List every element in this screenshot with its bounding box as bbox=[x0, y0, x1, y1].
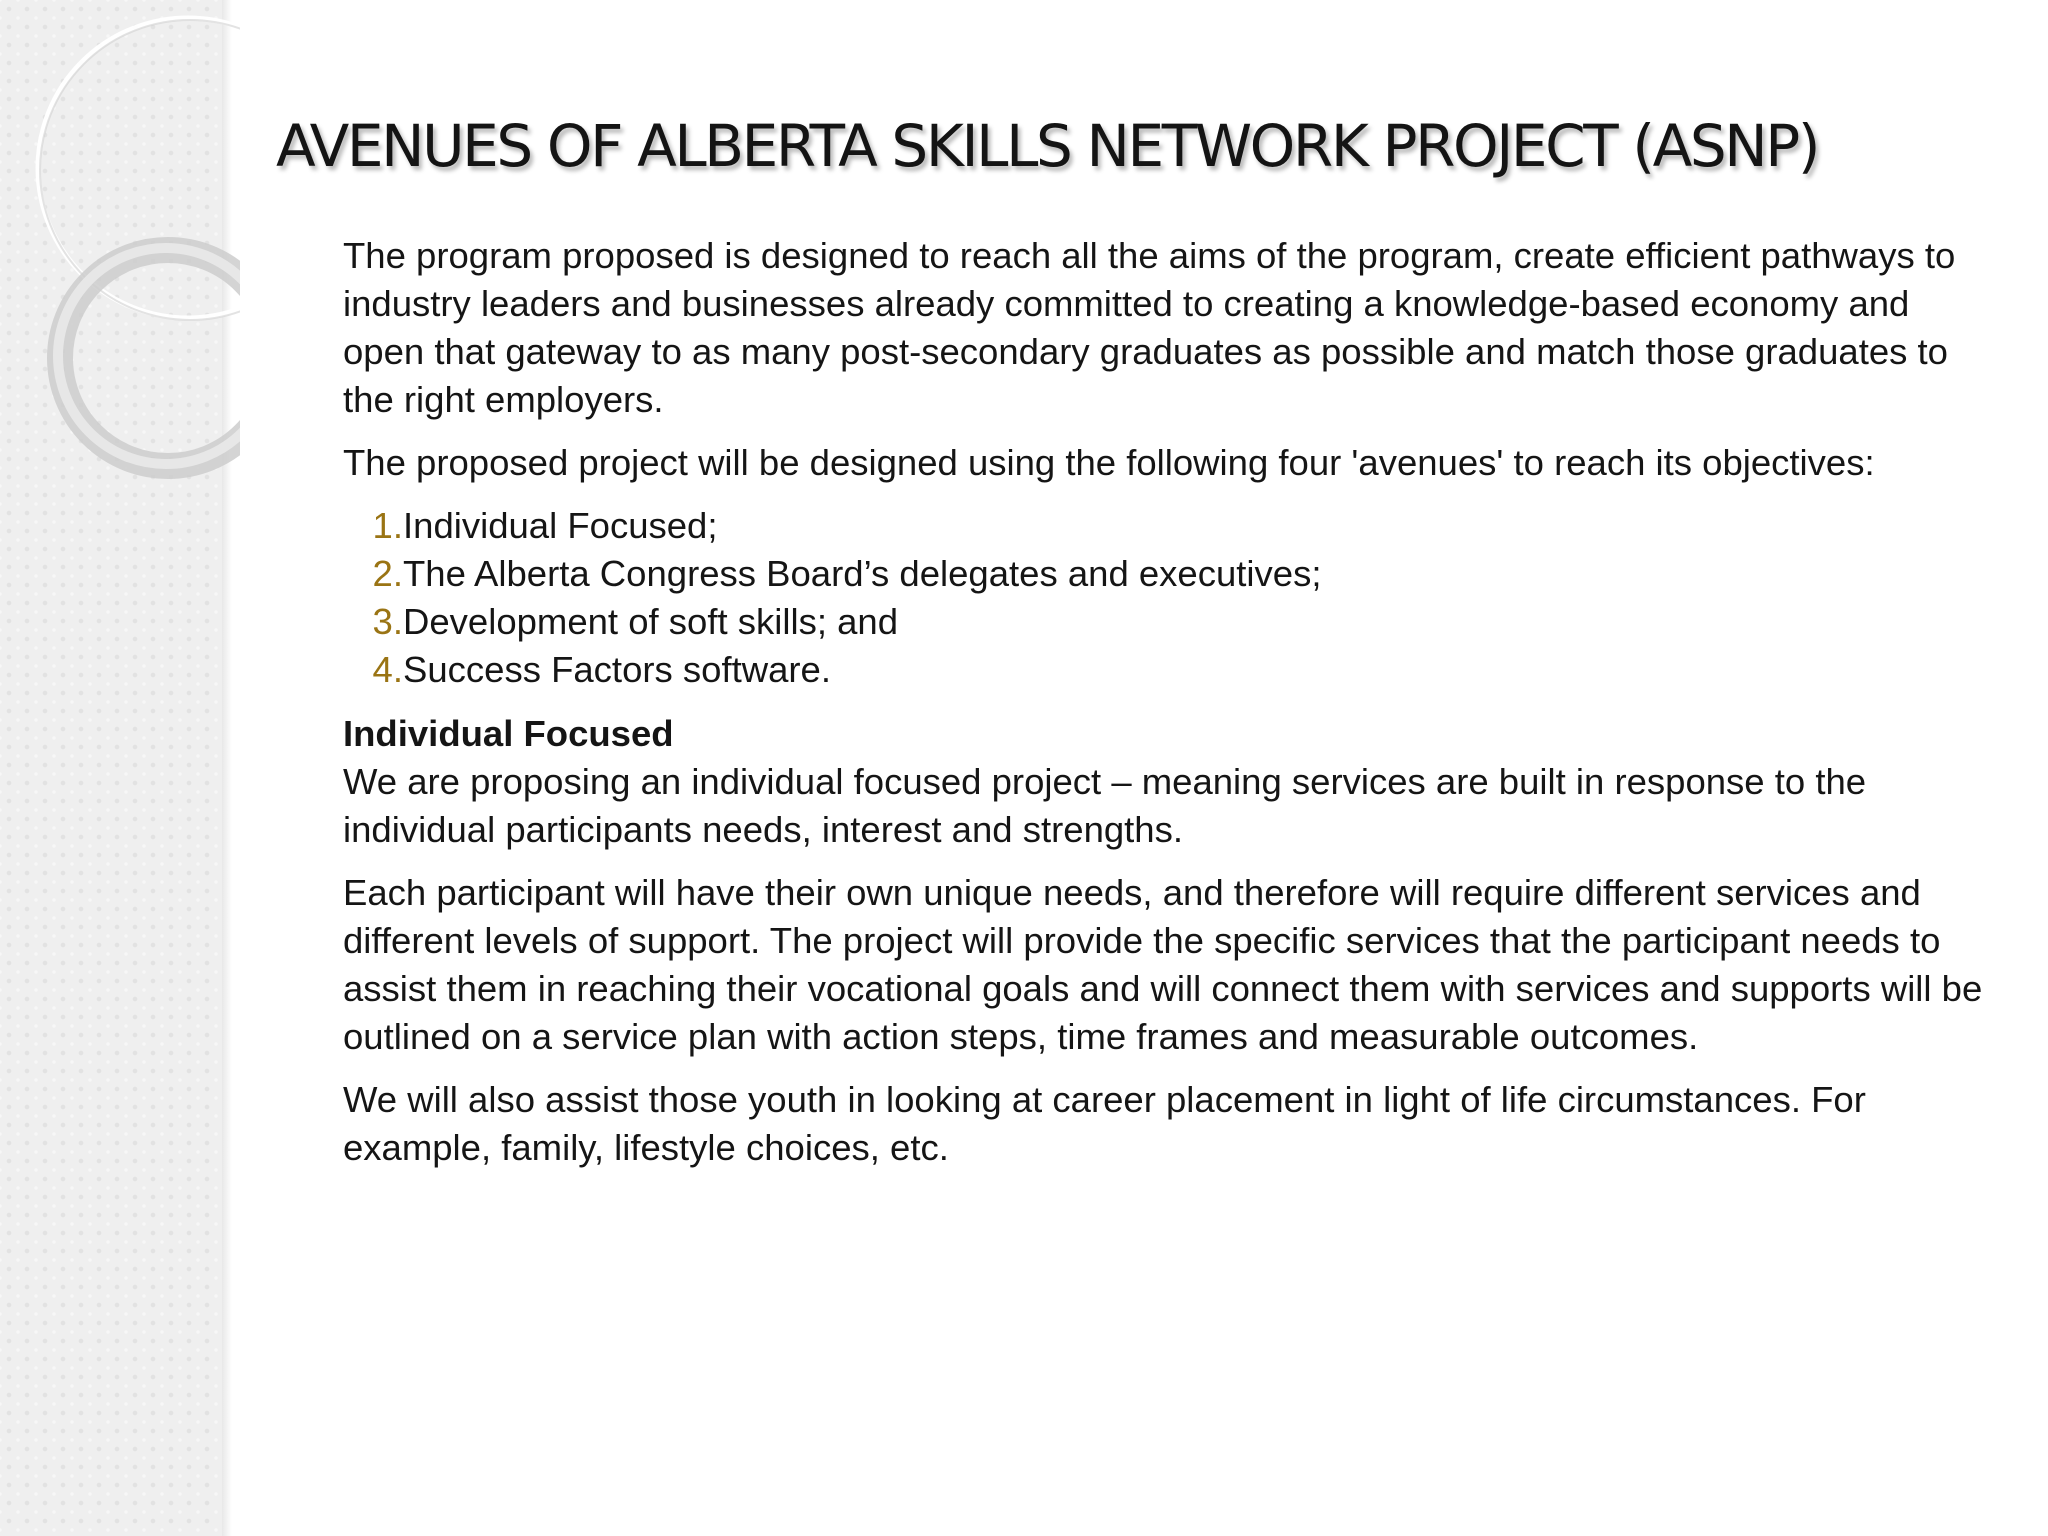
intro-paragraph: The program proposed is designed to reach all the aims of the program, create efficient pathways to industry leaders and businesses already committed to creating a knowledge-based economy and open that gateway to as many post-secondary graduates as possible and match those graduates to the right employers. bbox=[343, 235, 1956, 420]
upper-ring bbox=[38, 18, 240, 318]
list-item bbox=[343, 598, 1983, 646]
intro-paragraph: The proposed project will be designed using the following four 'avenues' to reach its objectives: bbox=[343, 442, 1875, 483]
lower-ring-highlight bbox=[58, 248, 240, 464]
list-text: Success Factors software. bbox=[403, 649, 832, 690]
section-paragraph: Each participant will have their own unique needs, and therefore will require different services and different levels of support. The project will provide the specific services that the participant needs to assist them in reaching their vocational goals and will connect them with services and supports will be outlined on a service plan with action steps, time frames and measurable outcomes. bbox=[343, 872, 1983, 1057]
avenues-list bbox=[343, 502, 1983, 694]
list-number: 3. bbox=[372, 601, 403, 642]
section-heading: Individual Focused bbox=[343, 713, 674, 754]
slide-title: AVENUES OF ALBERTA SKILLS NETWORK PROJECT (ASNP) bbox=[276, 112, 1819, 180]
section-paragraph: We are proposing an individual focused project – meaning services are built in response to the individual participants needs, interest and strengths. bbox=[343, 761, 1867, 850]
list-item bbox=[343, 502, 1983, 550]
section-block bbox=[343, 710, 1983, 854]
list-number: 2. bbox=[372, 553, 403, 594]
slide-body bbox=[343, 232, 1983, 1187]
decorative-rings bbox=[0, 0, 240, 500]
upper-ring-shadow bbox=[40, 20, 240, 320]
list-item bbox=[343, 646, 1983, 694]
list-number: 4. bbox=[372, 649, 403, 690]
list-text: Development of soft skills; and bbox=[403, 601, 899, 642]
list-number: 1. bbox=[372, 505, 403, 546]
list-item bbox=[343, 550, 1983, 598]
list-text: Individual Focused; bbox=[403, 505, 718, 546]
section-paragraph: We will also assist those youth in looking at career placement in light of life circumstances. For example, family, lifestyle choices, etc. bbox=[343, 1079, 1866, 1168]
list-text: The Alberta Congress Board’s delegates and executives; bbox=[403, 553, 1322, 594]
